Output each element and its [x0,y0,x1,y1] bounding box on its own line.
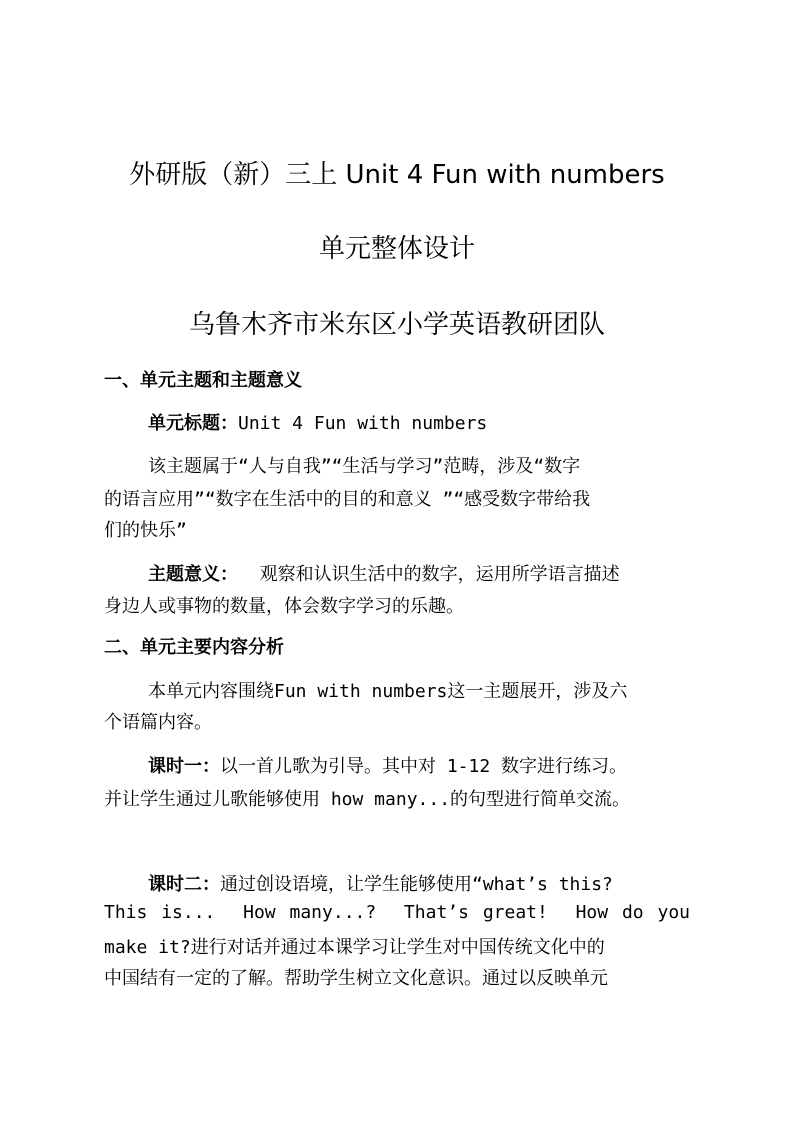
section1-heading: 一、单元主题和主题意义 [104,370,302,391]
lesson2-row [148,870,613,896]
unit-title-value: Unit 4 Fun with numbers [238,413,488,434]
lesson1-text: 以一首儿歌为引导。其中对 1-12 数字进行练习。 [220,756,628,777]
unit-title-label: 单元标题： [148,413,238,434]
lesson1-label: 课时一： [148,756,220,777]
document-title: 外研版（新）三上 Unit 4 Fun with numbers [129,160,665,190]
lesson2-text: 通过创设语境，让学生能够使用“what’s this? [220,874,613,895]
lesson2-line: 中国结有一定的了解。帮助学生树立文化意识。通过以反映单元 [104,968,608,989]
theme-meaning-text: 观察和认识生活中的数字，运用所学语言描述 [238,564,620,585]
theme-meaning-row [148,560,620,586]
theme-meaning-line: 身边人或事物的数量，体会数字学习的乐趣。 [104,596,464,617]
document-author-team: 乌鲁木齐市米东区小学英语教研团队 [188,310,605,340]
lesson1-line: 并让学生通过儿歌能够使用 how many...的句型进行简单交流。 [104,789,631,810]
lesson1-row [148,752,627,778]
document-subtitle: 单元整体设计 [318,234,475,264]
intro-paragraph-line: 个语篇内容。 [104,712,212,733]
theme-meaning-label: 主题意义： [148,564,238,585]
theme-paragraph-line: 们的快乐” [104,520,187,541]
unit-title-row [148,409,487,435]
lesson2-label: 课时二： [148,874,220,895]
theme-paragraph-line: 该主题属于“人与自我”“生活与学习”范畴，涉及“数字 [148,456,581,477]
lesson2-line: make it?进行对话并通过本课学习让学生对中国传统文化中的 [104,937,605,958]
lesson2-line: This is... How many...? That’s great! How do you [104,902,690,923]
intro-paragraph-line: 本单元内容围绕Fun with numbers这一主题展开，涉及六 [148,681,628,702]
theme-paragraph-line: 的语言应用”“数字在生活中的目的和意义 ”“感受数字带给我 [104,489,591,510]
section2-heading: 二、单元主要内容分析 [104,637,284,658]
